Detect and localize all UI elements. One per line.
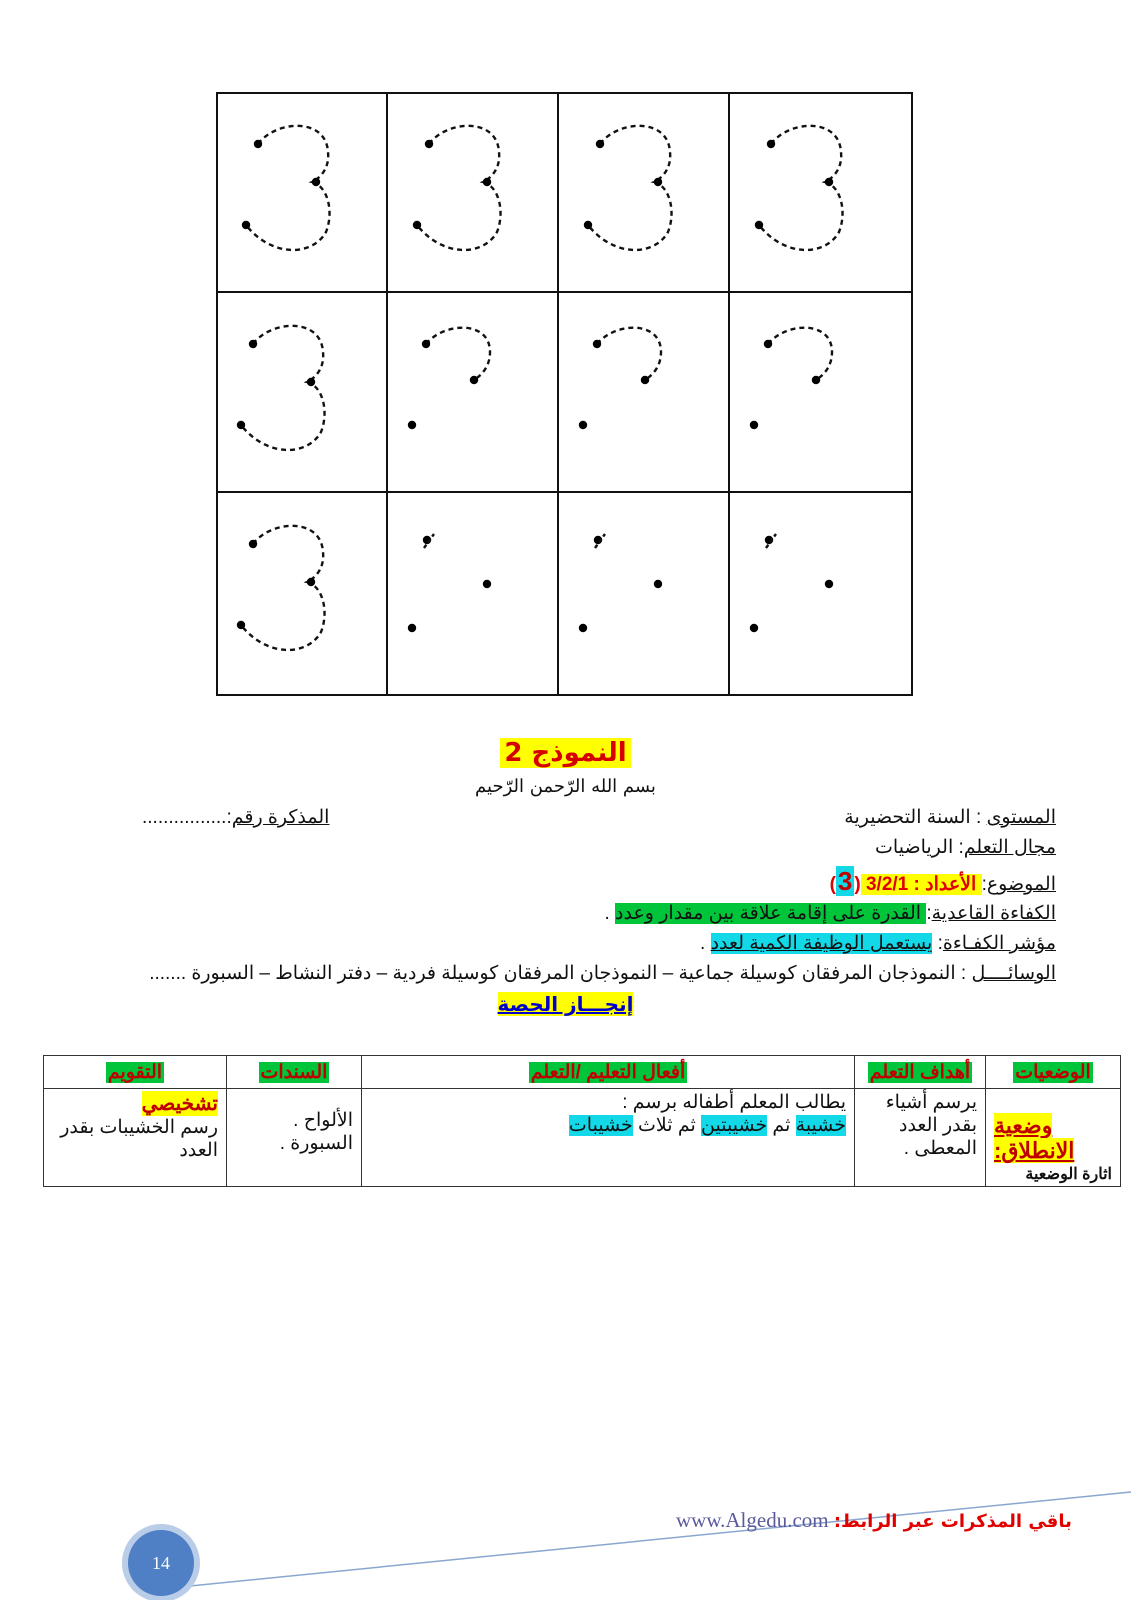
trace-start-dot [579,624,587,632]
footer-url[interactable]: www.Algedu.com [676,1508,834,1532]
situation-title: وضعية الانطلاق: [994,1113,1075,1164]
trace-start-dot [654,580,662,588]
footer-decoration [150,1490,1131,1600]
activity-line2: خشيبة ثم خشيبتين ثم ثلاث خشيبات [568,1115,846,1136]
supports-cell: الألواح . السبورة . [227,1089,362,1187]
trace-start-dot [579,421,587,429]
header-supports: السندات [227,1056,362,1089]
trace-start-dot [641,376,649,384]
evaluation-cell: تشخيصي رسم الخشيبات بقدر العدد [44,1089,227,1187]
footer-text: باقي المذكرات عبر الرابط: www.Algedu.com [676,1508,1072,1532]
header-activities: أفعال التعليم /التعلم [362,1056,855,1089]
trace-digit-cell [584,126,672,250]
trace-start-dot [812,376,820,384]
footer-line [150,1492,1131,1590]
trace-digit-cell [750,534,833,632]
tracing-grid [216,92,913,696]
trace-start-dot [764,340,772,348]
trace-start-dot [483,580,491,588]
header-objectives: أهداف التعلم [855,1056,986,1089]
base-competence-line: الكفاءة القاعدية: القدرة على إقامة علاقة بين مقدار وعدد . [604,903,1056,924]
dotted-digit-path [597,328,661,380]
trace-digit-cell [750,328,832,430]
header-situations: الوضعيات [986,1056,1121,1089]
header-evaluation: التقويم [44,1056,227,1089]
situation-cell [986,1089,1121,1187]
trace-start-dot [483,178,491,186]
trace-start-dot [750,624,758,632]
trace-digit-cell [408,328,490,430]
trace-cells [237,126,843,650]
trace-start-dot [237,621,245,629]
basmala: بسم الله الرّحمن الرّحيم [475,776,656,797]
trace-start-dot [249,340,257,348]
trace-digit-cell [579,534,662,632]
trace-digit-cell [579,328,661,430]
trace-start-dot [654,178,662,186]
topic-number: 3 [837,866,853,896]
tracing-grid-svg [216,92,913,696]
memo-number: المذكرة رقم:................ [142,807,330,828]
dotted-digit-path [426,328,490,380]
indicator-line: مؤشر الكفـاءة: يستعمل الوظيفة الكمية لعدد . [700,933,1056,954]
level-line: المستوى : السنة التحضيرية [844,807,1056,828]
situation-sub: اثارة الوضعية [1025,1165,1112,1183]
trace-start-dot [425,140,433,148]
trace-start-dot [767,140,775,148]
trace-digit-cell [755,126,843,250]
trace-start-dot [307,378,315,386]
trace-start-dot [237,421,245,429]
lesson-table [43,1055,1121,1187]
trace-start-dot [755,221,763,229]
trace-start-dot [584,221,592,229]
objective-cell: يرسم أشياء بقدر العدد المعطى . [855,1089,986,1187]
trace-start-dot [750,421,758,429]
activity-cell: يطالب المعلم أطفاله برسم : خشيبة ثم خشيبتين ثم ثلاث خشيبات [362,1089,855,1187]
trace-start-dot [596,140,604,148]
trace-digit-cell [237,326,325,450]
trace-start-dot [470,376,478,384]
table-row [44,1089,1121,1187]
trace-start-dot [413,221,421,229]
domain-line: مجال التعلم: الرياضيات [875,837,1056,858]
trace-start-dot [593,340,601,348]
trace-start-dot [242,221,250,229]
dotted-digit-path [768,328,832,380]
trace-start-dot [408,421,416,429]
trace-start-dot [249,540,257,548]
trace-start-dot [254,140,262,148]
session-title: إنجـــاز الحصة [497,992,634,1016]
trace-start-dot [825,178,833,186]
trace-digit-cell [408,534,491,632]
trace-digit-cell [242,126,330,250]
table-header-row [44,1056,1121,1089]
evaluation-title: تشخيصي [141,1093,218,1115]
page-number: 14 [128,1530,194,1596]
means-line: الوسائــــل : النموذجان المرفقان كوسيلة جماعية – النموذجان المرفقان كوسيلة فردية – دفتر النشاط – السبورة ....... [149,963,1056,984]
trace-start-dot [307,578,315,586]
model-title: النموذج 2 [0,738,1131,768]
trace-start-dot [408,624,416,632]
trace-start-dot [825,580,833,588]
trace-start-dot [422,340,430,348]
topic-line: الموضوع: الأعداد : 3/2/1 (3) [829,866,1056,896]
trace-start-dot [312,178,320,186]
trace-digit-cell [237,526,325,650]
trace-digit-cell [413,126,501,250]
